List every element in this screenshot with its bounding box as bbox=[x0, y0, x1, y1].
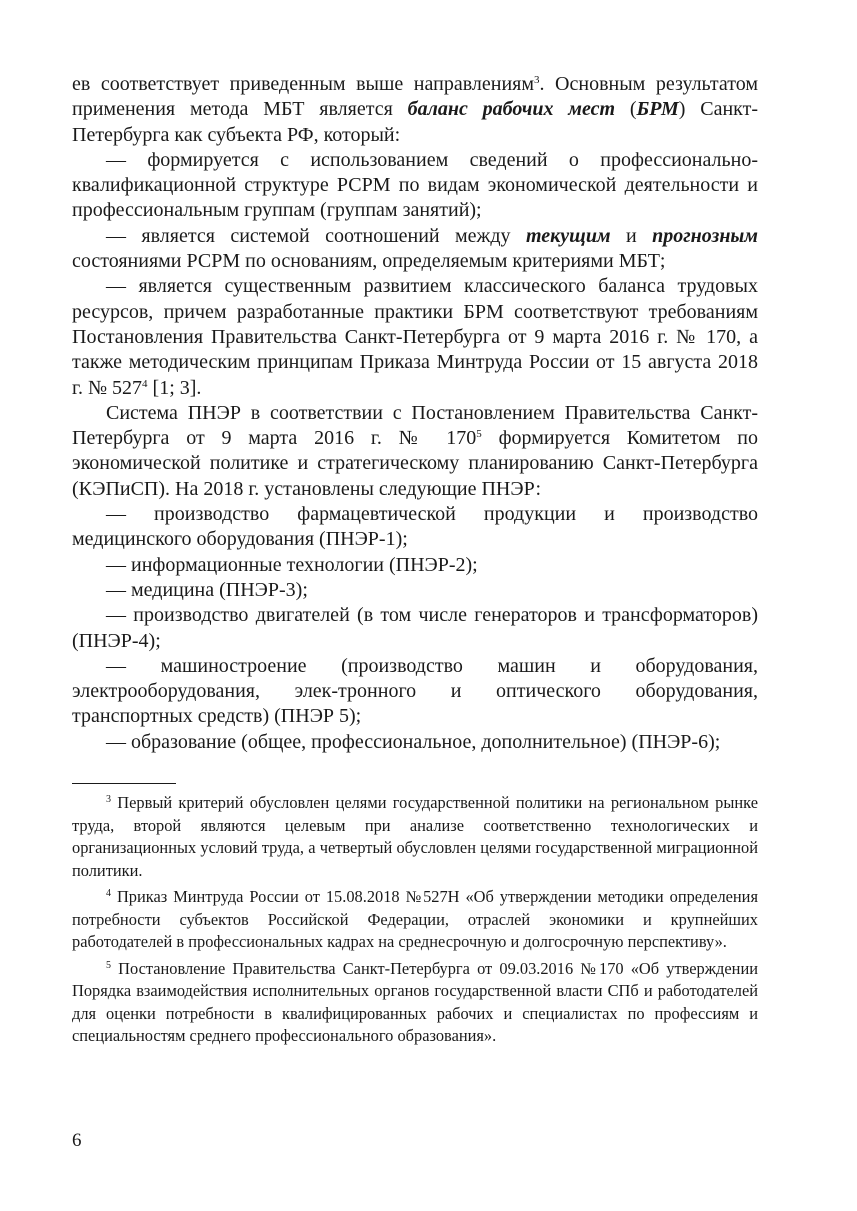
list-item: — информационные технологии (ПНЭР-2); bbox=[106, 553, 478, 576]
list-item: — медицина (ПНЭР-3); bbox=[106, 578, 308, 601]
list-item: — образование (общее, профессиональное, дополнительное) (ПНЭР-6); bbox=[106, 730, 721, 753]
paragraph-pner: Система ПНЭР в соответствии с Постановлением Правительства Санкт-Петербурга от 9 марта 2016 г. № $170^5$ формируется Комитетом по экономической политике и стратегическому планированию Санкт-Петербурга (КЭПиСП). На 2018 г. установлены следующие ПНЭР: bbox=[72, 401, 758, 500]
footnote-number: 4 bbox=[106, 888, 111, 900]
footnotes bbox=[72, 792, 758, 1048]
list-item: — производство фармацевтической продукции и производство медицинского оборудования (ПНЭР-1); bbox=[72, 503, 758, 551]
document-page bbox=[72, 72, 758, 1048]
emphasis-abbr: БРМ bbox=[636, 98, 679, 121]
footnote-divider bbox=[72, 783, 176, 784]
list-item: — производство двигателей (в том числе генераторов и трансформаторов) (ПНЭР-4); bbox=[72, 604, 758, 652]
page-number: 6 bbox=[72, 1130, 82, 1151]
emphasis-term: баланс рабочих мест bbox=[407, 98, 616, 121]
footnote-ref-3[interactable]: 3 bbox=[534, 74, 540, 86]
footnote: $^5$ Постановление Правительства Санкт-Петербурга от 09.03.2016 №170 «Об утверждении Порядка взаимодействия исполнительных органов государственной власти СПб и работодателей для оценки потребности в квалифицированных рабочих и специалистах по профессиям и специальностям среднего профессионального образования». bbox=[72, 958, 758, 1046]
footnote-number: 3 bbox=[106, 794, 111, 806]
emphasis-term: прогнозным bbox=[652, 224, 759, 247]
footnote: $^4$ Приказ Минтруда России от 15.08.2018 №527Н «Об утверждении методики определения потребности субъектов Российской Федерации, отраслей экономики и крупнейших работодателей в профессиональных кадрах на среднесрочную и долгосрочную перспективу». bbox=[72, 887, 758, 952]
list-item: — является системой соотношений между текущим и прогнозным состояниями РСРМ по основаниям, определяемым критериями МБТ; bbox=[72, 224, 759, 273]
footnote: $^3$ Первый критерий обусловлен целями государственной политики на региональном рынке труда, второй являются целевым при анализе соответственно технологических и организационных условий труда, а четвертый обусловлен целями государственной миграционной политики. bbox=[72, 793, 758, 880]
paragraph-intro: ев соответствует приведенным выше направлениям$^3$. Основным результатом применения метода МБТ является баланс рабочих мест (БРМ) Санкт-Петербурга как субъекта РФ, который: bbox=[72, 73, 759, 146]
main-text bbox=[72, 72, 758, 755]
footnote-ref-5[interactable]: 5 bbox=[476, 428, 482, 441]
footnote-ref-4[interactable]: 4 bbox=[142, 377, 148, 390]
footnote-number: 5 bbox=[106, 959, 111, 971]
list-item: — формируется с использованием сведений о профессионально-квалификационной структуре РСРМ по видам экономической деятельности и профессиональным группам (группам занятий); bbox=[72, 148, 758, 222]
list-item: — машиностроение (производство машин и оборудования, электрооборудования, элек-тронного и оптического оборудования, транспортных средств) (ПНЭР 5); bbox=[72, 654, 758, 728]
emphasis-term: текущим bbox=[525, 224, 611, 247]
list-item: — является существенным развитием классического баланса трудовых ресурсов, причем разработанные практики БРМ соответствуют требованиям Постановления Правительства Санкт-Петербурга от 9 марта 2016 г. № 170, а также методическим принципам Приказа Минтруда России от 15 августа 2018 г. № $527^4$ [1; 3]. bbox=[72, 275, 758, 399]
